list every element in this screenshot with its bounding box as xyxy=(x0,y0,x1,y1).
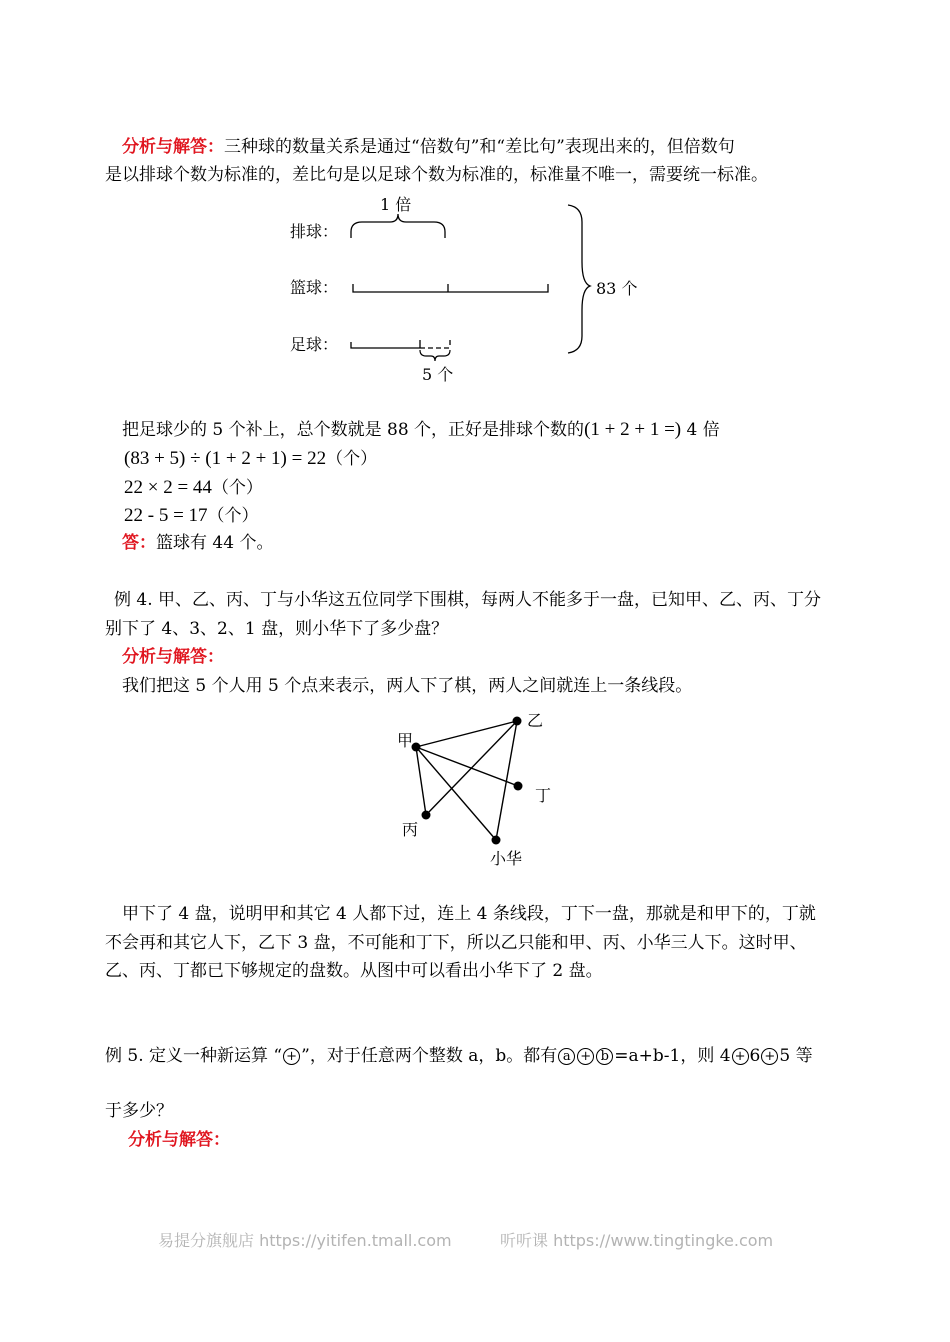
example-4-intro: 我们把这 5 个人用 5 个点来表示，两人下了棋，两人之间就连上一条线段。 xyxy=(122,676,693,696)
difference-label: 5 个 xyxy=(422,365,454,384)
circled-plus-operator: + xyxy=(577,1048,594,1065)
node-ding xyxy=(514,782,523,791)
equation-3-unit: （个） xyxy=(207,506,259,526)
example-5-analysis-label: 分析与解答： xyxy=(128,1130,230,1150)
node-xiaohua xyxy=(492,836,501,845)
node-jia-label: 甲 xyxy=(397,731,414,750)
equation-1-expr: (83 + 5) ÷ (1 + 2 + 1) = 22 xyxy=(124,448,327,469)
solution-suffix: 4 倍 xyxy=(681,420,720,440)
node-yi-label: 乙 xyxy=(527,711,544,730)
circled-plus-operator: + xyxy=(732,1048,749,1065)
footer-site-link[interactable]: 听听课 https://www.tingtingke.com xyxy=(500,1231,774,1250)
node-yi xyxy=(513,717,522,726)
footer-shop-link[interactable]: 易提分旗舰店 https://yitifen.tmall.com xyxy=(158,1231,452,1250)
circled-a: a xyxy=(558,1048,575,1065)
example-5-line-1 xyxy=(105,1048,813,1065)
example-5-formula: =a+b-1，则 4 xyxy=(614,1046,731,1066)
circled-plus-operator: + xyxy=(761,1048,778,1065)
basketball-label: 篮球： xyxy=(290,278,339,297)
node-bing xyxy=(422,811,431,820)
example-5-text: ”，对于任意两个整数 a，b。都有 xyxy=(301,1046,558,1066)
solution-text: 把足球少的 5 个补上，总个数就是 88 个，正好是排球个数的 xyxy=(122,420,585,440)
example-5-prefix: 例 5. 定义一种新运算 “ xyxy=(105,1046,283,1066)
football-label: 足球： xyxy=(290,335,339,354)
answer-label: 答： xyxy=(122,533,156,553)
solution-expression: (1 + 2 + 1 =) xyxy=(584,419,682,440)
example-4-analysis-label: 分析与解答： xyxy=(122,647,224,667)
node-xiaohua-label: 小华 xyxy=(490,849,523,868)
example-5-line-2: 于多少？ xyxy=(105,1101,173,1121)
number-6: 6 xyxy=(749,1046,761,1066)
analysis-label: 分析与解答： xyxy=(122,137,224,157)
total-label: 83 个 xyxy=(596,279,638,298)
explanation-line-1: 甲下了 4 盘，说明甲和其它 4 人都下过，连上 4 条线段，丁下一盘，那就是和甲下的，丁就 xyxy=(122,904,816,924)
example-4-line-1: 例 4. 甲、乙、丙、丁与小华这五位同学下围棋，每两人不能多于一盘，已知甲、乙、丙、丁分 xyxy=(114,590,822,610)
number-5-text: 5 等 xyxy=(779,1046,813,1066)
graph-edges xyxy=(416,721,518,840)
node-bing-label: 丙 xyxy=(402,820,419,839)
one-times-label: 1 倍 xyxy=(380,195,412,214)
circled-b: b xyxy=(596,1048,613,1065)
equation-1-unit: （个） xyxy=(326,449,378,469)
equation-2-unit: （个） xyxy=(211,478,263,498)
node-ding-label: 丁 xyxy=(535,786,552,805)
answer-text: 篮球有 44 个。 xyxy=(156,533,274,553)
equation-2-expr: 22 × 2 = 44 xyxy=(124,477,212,498)
circled-plus-operator: + xyxy=(283,1048,300,1065)
volleyball-label: 排球： xyxy=(290,222,339,241)
example-4-line-2: 别下了 4、3、2、1 盘，则小华下了多少盘？ xyxy=(105,619,449,639)
paragraph-1-line-2: 是以排球个数为标准的，差比句是以足球个数为标准的，标准量不唯一，需要统一标准。 xyxy=(105,165,768,185)
explanation-line-2: 不会再和其它人下，乙下 3 盘，不可能和丁下，所以乙只能和甲、丙、小华三人下。这时甲、 xyxy=(105,933,807,953)
explanation-line-3: 乙、丙、丁都已下够规定的盘数。从图中可以看出小华下了 2 盘。 xyxy=(105,961,603,981)
paragraph-1-line-1: 三种球的数量关系是通过“倍数句”和“差比句”表现出来的，但倍数句 xyxy=(224,137,735,157)
equation-3-expr: 22 - 5 = 17 xyxy=(124,505,208,526)
